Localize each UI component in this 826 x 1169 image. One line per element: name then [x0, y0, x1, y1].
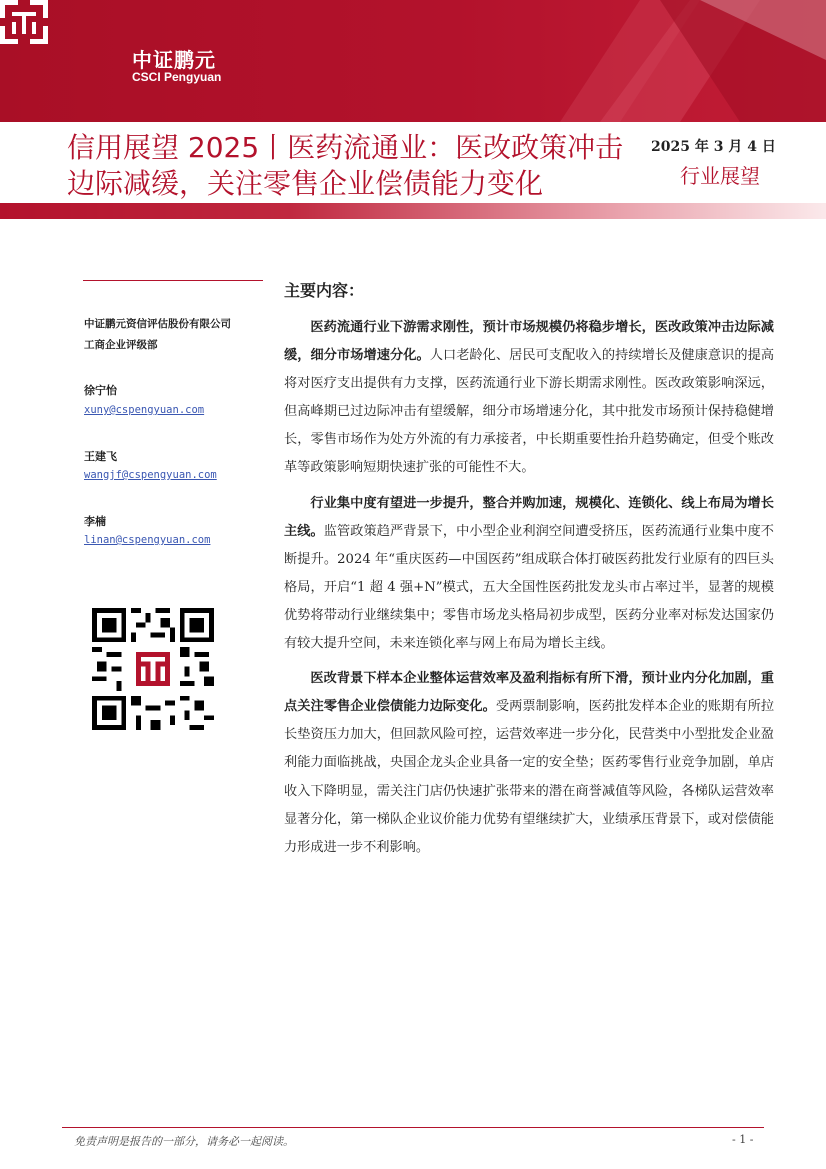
summary-paragraph [284, 490, 774, 659]
section-title: 主要内容： [284, 281, 365, 300]
analyst-name: 徐宁怡 [84, 384, 117, 397]
page-number: - 1 - [732, 1133, 754, 1146]
logo-chinese-name: 中证鹏元 [132, 48, 216, 72]
footer-disclaimer: 免责声明是报告的一部分，请务必一起阅读。 [74, 1135, 294, 1148]
title-divider-band [0, 203, 826, 219]
report-date: 2025 年 3 月 4 日 [651, 139, 776, 155]
analyst-name: 王建飞 [84, 450, 117, 463]
analyst-name: 李楠 [84, 515, 106, 528]
sidebar-divider [83, 280, 263, 281]
summary-paragraph [284, 314, 774, 483]
paragraph-lead: 医改背景下样本企业整体运营效率及盈利指标有所下滑，预计业内分化加剧，重点关注零售企业偿债能力边际变化。 [284, 671, 774, 715]
logo-english-name: CSCI Pengyuan [132, 70, 222, 84]
analyst-email-link[interactable]: wangjf@cspengyuan.com [84, 469, 217, 481]
summary-content [284, 314, 774, 869]
analyst-email-link[interactable]: xuny@cspengyuan.com [84, 404, 205, 416]
organization-name: 中证鹏元资信评估股份有限公司 [84, 318, 231, 330]
report-title: 信用展望 2025丨医药流通业：医改政策冲击边际减缓，关注零售企业偿债能力变化 [67, 131, 624, 200]
qr-code-icon [92, 608, 214, 730]
organization-info [84, 314, 284, 356]
department-name: 工商企业评级部 [84, 339, 158, 351]
summary-paragraph [284, 665, 774, 862]
company-logo-icon [0, 0, 48, 44]
paragraph-lead: 医药流通行业下游需求刚性，预计市场规模仍将稳步增长，医改政策冲击边际减缓，细分市场增速分化。 [284, 320, 774, 364]
paragraph-lead: 行业集中度有望进一步提升，整合并购加速，规模化、连锁化、线上布局为增长主线。 [284, 495, 774, 539]
header-banner [0, 0, 826, 122]
footer-divider [62, 1127, 764, 1128]
analyst-email-link[interactable]: linan@cspengyuan.com [84, 534, 211, 546]
paragraph-body: 监管政策趋严背景下，中小型企业利润空间遭受挤压，医药流通行业集中度不断提升。2024 年“重庆医药—中国医药”组成联合体打破医药批发行业原有的四巨头格局，开启“1 超 4 强+N”模式，五大全国性医药批发龙头市占率过半，显著的规模优势将带动行业继续集中；零售市场龙头格局初步成型，医药分业率对标发达国家仍有较大提升空间，未来连锁化率与网上布局为增长主线。 [284, 523, 774, 652]
report-category: 行业展望 [680, 164, 760, 188]
paragraph-body: 受两票制影响，医药批发样本企业的账期有所拉长垫资压力加大，但回款风险可控，运营效率进一步分化，民营类中小型批发企业盈利能力面临挑战，央国企龙头企业具备一定的安全垫；医药零售行业竞争加剧，单店收入下降明显，需关注门店仍快速扩张带来的潜在商誉减值等风险，各梯队运营效率显著分化，第一梯队企业议价能力优势有望继续扩大，业绩承压背景下，或对偿债能力形成进一步不利影响。 [284, 699, 775, 855]
banner-graphic [0, 0, 826, 122]
paragraph-body: 人口老龄化、居民可支配收入的持续增长及健康意识的提高将对医疗支出提供有力支撑，医药流通行业下游长期需求刚性。医改政策影响深远，但高峰期已过边际冲击有望缓解，细分市场增速分化，其中批发市场预计保持稳健增长，零售市场作为处方外流的有力承接者，中长期重要性抬升趋势确定，但受个账改革等政策影响短期快速扩张的可能性不大。 [284, 348, 775, 476]
